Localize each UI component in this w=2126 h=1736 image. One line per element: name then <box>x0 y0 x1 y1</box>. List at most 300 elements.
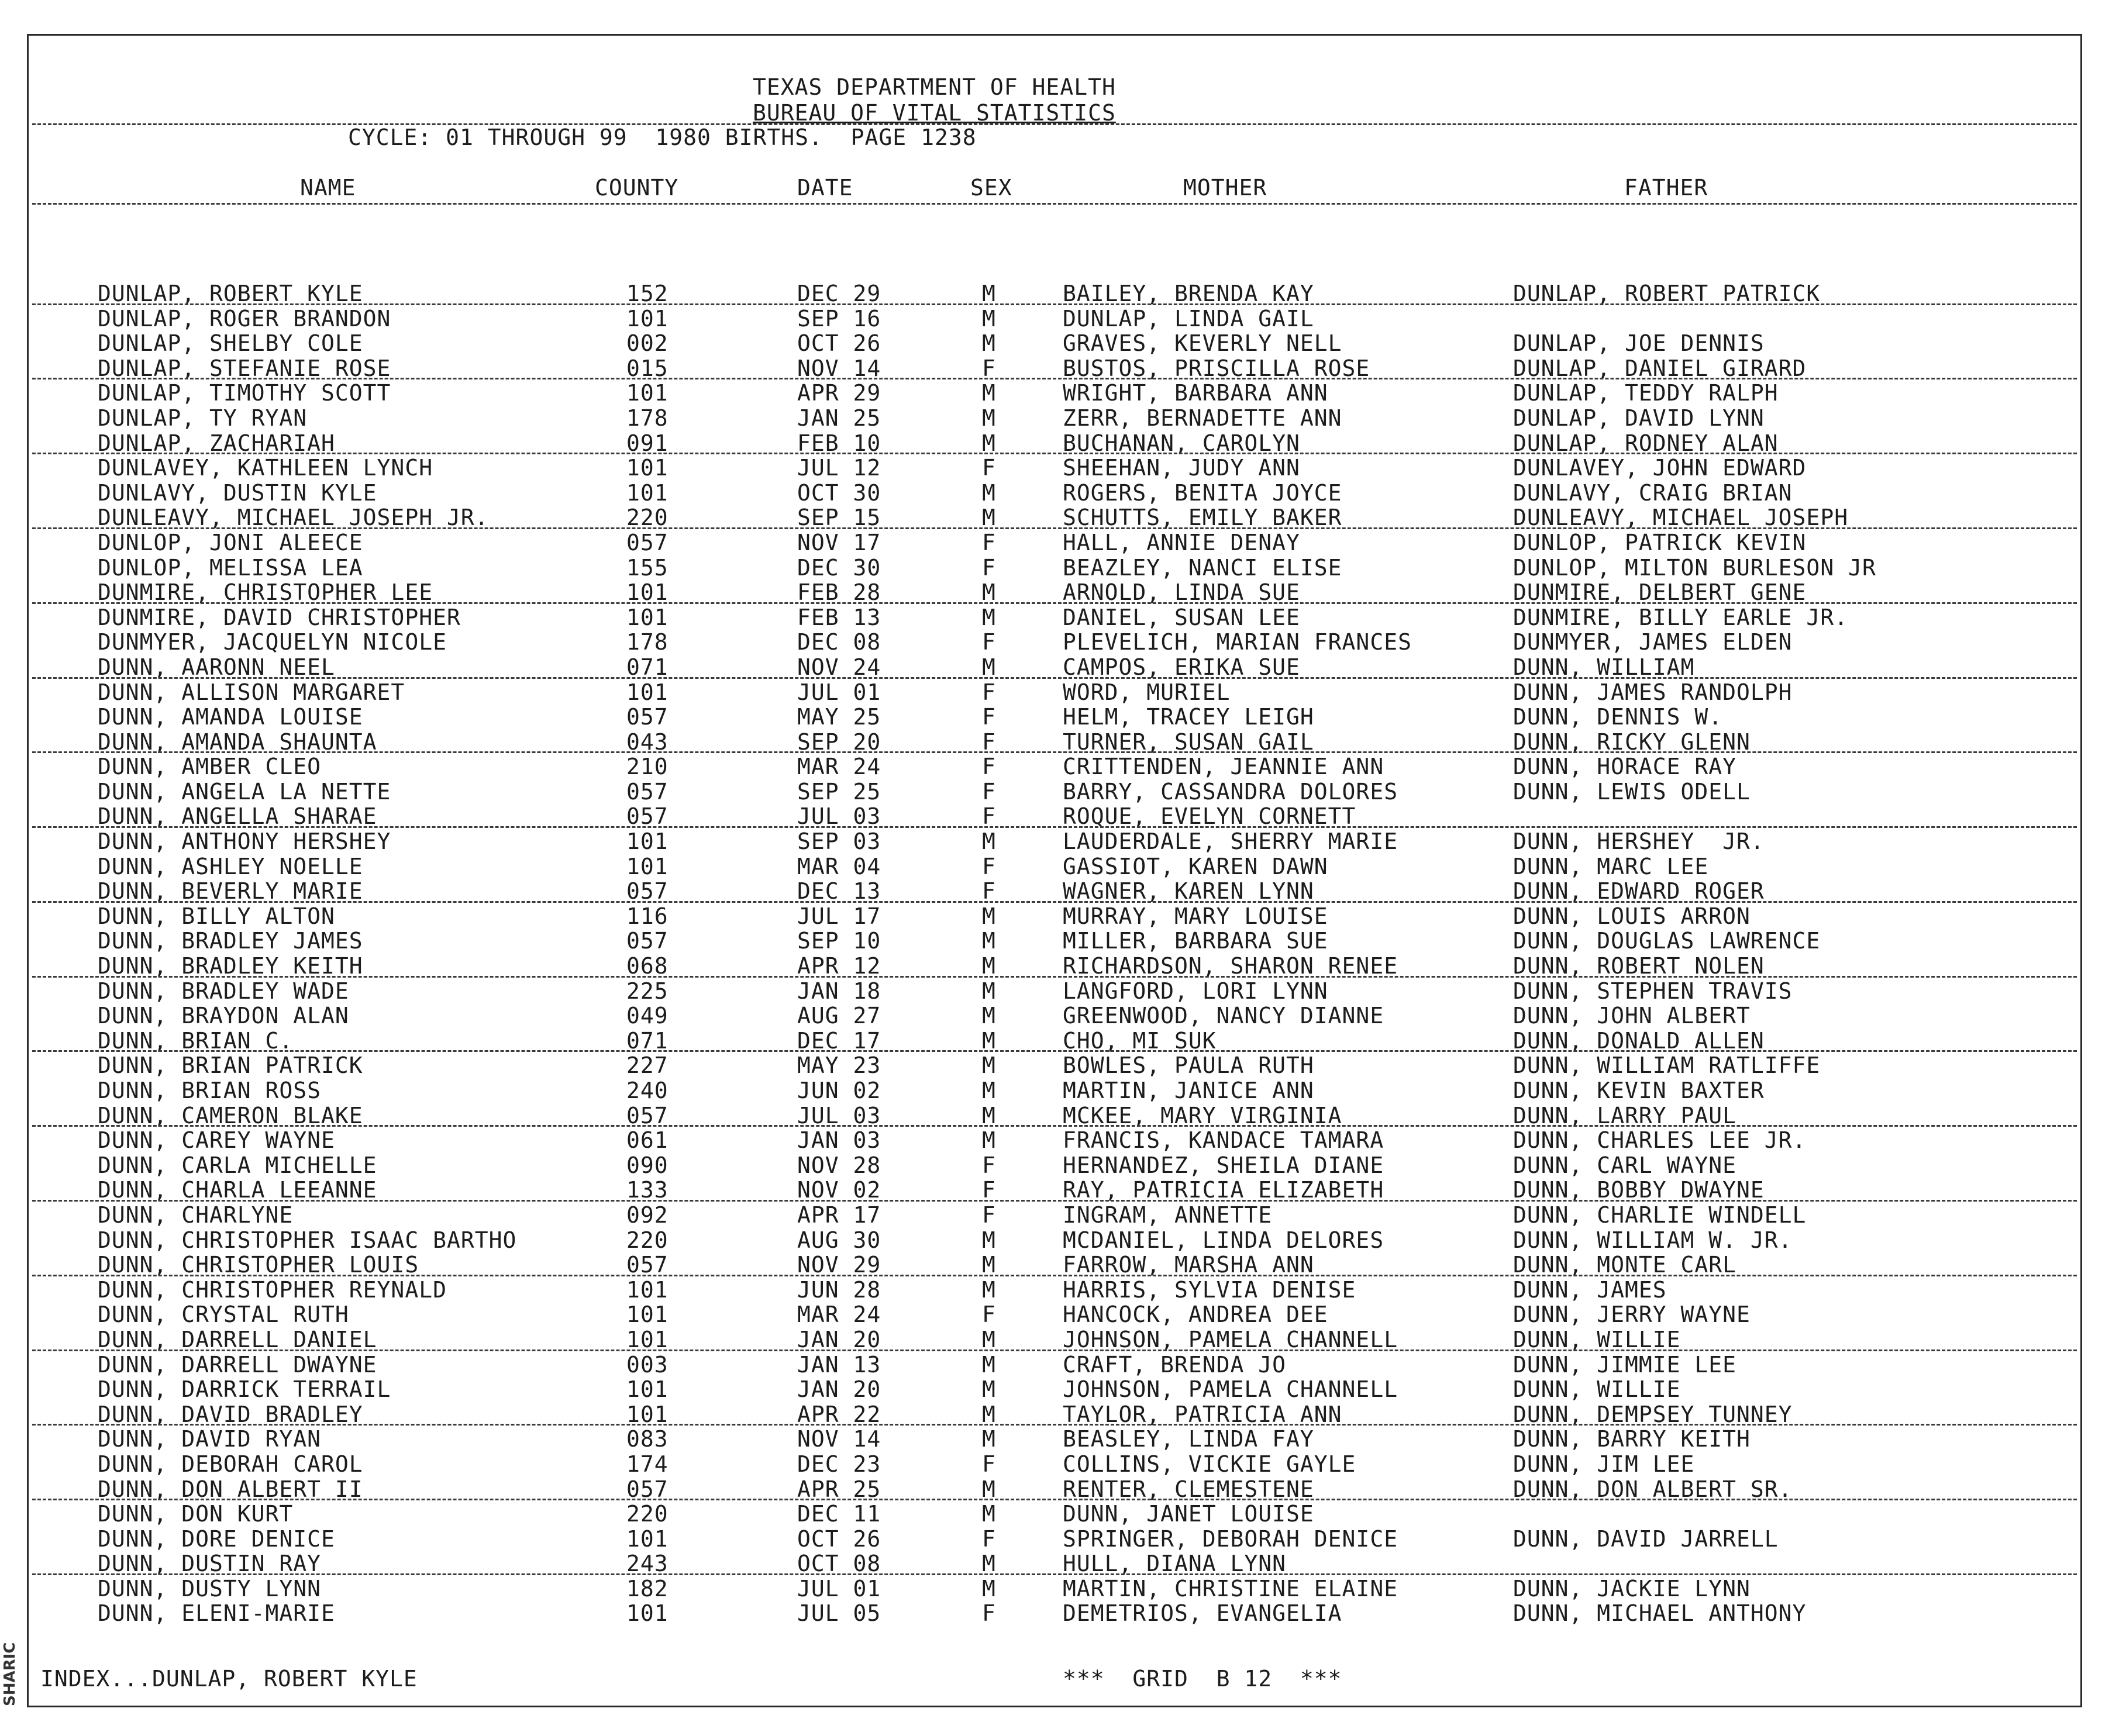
table-row <box>29 630 2080 655</box>
cell-date: JUL 03 <box>797 803 881 830</box>
cell-sex: F <box>982 754 996 780</box>
cell-name: DUNN, AARONN NEEL <box>98 654 335 680</box>
cell-father: DUNN, DAVID JARRELL <box>1513 1526 1779 1552</box>
cell-county: 101 <box>626 604 669 630</box>
cell-father: DUNN, DENNIS W. <box>1513 704 1723 730</box>
cell-sex: M <box>982 579 996 606</box>
table-row <box>29 879 2080 904</box>
cell-mother: INGRAM, ANNETTE <box>1063 1202 1273 1228</box>
cell-sex: M <box>982 479 996 506</box>
cell-mother: MURRAY, MARY LOUISE <box>1063 903 1328 929</box>
column-header-sex: SEX <box>970 175 1012 201</box>
cell-sex: F <box>982 1451 996 1477</box>
table-row <box>29 829 2080 854</box>
cell-name: DUNN, CRYSTAL RUTH <box>98 1302 349 1328</box>
cell-sex: M <box>982 1401 996 1427</box>
cell-county: 057 <box>626 1476 669 1502</box>
cell-county: 057 <box>626 928 669 954</box>
cell-sex: F <box>982 1177 996 1203</box>
table-row <box>29 331 2080 356</box>
cell-name: DUNMIRE, CHRISTOPHER LEE <box>98 579 433 606</box>
cell-sex: M <box>982 1252 996 1278</box>
cell-sex: M <box>982 1127 996 1154</box>
row-rule <box>32 901 2077 903</box>
table-row <box>29 431 2080 456</box>
cell-sex: F <box>982 778 996 805</box>
cell-father: DUNN, JAMES RANDOLPH <box>1513 679 1793 705</box>
cell-sex: F <box>982 853 996 879</box>
cell-county: 101 <box>626 479 669 506</box>
cell-father: DUNLAP, DAVID LYNN <box>1513 405 1765 431</box>
footer-index <box>40 1666 418 1692</box>
cell-county: 057 <box>626 778 669 805</box>
cell-date: NOV 02 <box>797 1177 881 1203</box>
cell-name: DUNN, DARRELL DWAYNE <box>98 1351 377 1378</box>
cell-mother: CHO, MI SUK <box>1063 1027 1217 1054</box>
cell-name: DUNLAP, TY RYAN <box>98 405 308 431</box>
cell-mother: ZERR, BERNADETTE ANN <box>1063 405 1342 431</box>
cell-father: DUNN, JERRY WAYNE <box>1513 1302 1751 1328</box>
cell-date: FEB 13 <box>797 604 881 630</box>
cell-county: 101 <box>626 579 669 606</box>
cell-father: DUNMIRE, BILLY EARLE JR. <box>1513 604 1849 630</box>
cell-mother: ROGERS, BENITA JOYCE <box>1063 479 1342 506</box>
cell-mother: GASSIOT, KAREN DAWN <box>1063 853 1328 879</box>
cell-county: 015 <box>626 355 669 381</box>
cell-name: DUNN, DAVID BRADLEY <box>98 1401 363 1427</box>
cell-date: JUL 03 <box>797 1102 881 1128</box>
cell-mother: HULL, DIANA LYNN <box>1063 1551 1287 1577</box>
column-header-date: DATE <box>797 175 853 201</box>
cell-father: DUNN, WILLIAM RATLIFFE <box>1513 1052 1821 1079</box>
footer-grid: *** GRID B 12 *** <box>1063 1666 1342 1692</box>
cell-father: DUNN, WILLIAM <box>1513 654 1695 680</box>
cell-date: NOV 24 <box>797 654 881 680</box>
cell-sex: M <box>982 330 996 357</box>
cell-sex: F <box>982 529 996 555</box>
row-rule <box>32 751 2077 753</box>
column-header-mother: MOTHER <box>1183 175 1267 201</box>
cell-sex: F <box>982 1600 996 1627</box>
cell-date: OCT 26 <box>797 1526 881 1552</box>
cell-sex: M <box>982 1078 996 1103</box>
cell-mother: COLLINS, VICKIE GAYLE <box>1063 1451 1356 1477</box>
cell-mother: RENTER, CLEMESTENE <box>1063 1476 1314 1502</box>
cell-county: 227 <box>626 1052 669 1079</box>
cell-date: JUL 12 <box>797 455 881 481</box>
cell-name: DUNN, CHRISTOPHER REYNALD <box>98 1276 447 1303</box>
cell-date: JAN 25 <box>797 405 881 431</box>
footer-index-name: DUNLAP, ROBERT KYLE <box>152 1666 418 1692</box>
table-row <box>29 455 2080 481</box>
cell-county: 061 <box>626 1127 669 1154</box>
cell-father: DUNN, LARRY PAUL <box>1513 1102 1737 1128</box>
cell-name: DUNN, BRIAN ROSS <box>98 1078 322 1103</box>
table-row <box>29 1576 2080 1602</box>
cell-county: 003 <box>626 1351 669 1378</box>
cell-mother: BUCHANAN, CAROLYN <box>1063 430 1300 456</box>
table-row <box>29 555 2080 581</box>
cell-father: DUNN, STEPHEN TRAVIS <box>1513 978 1793 1004</box>
cell-mother: HELM, TRACEY LEIGH <box>1063 704 1314 730</box>
cell-name: DUNMIRE, DAVID CHRISTOPHER <box>98 604 461 630</box>
table-row <box>29 1203 2080 1228</box>
table-row <box>29 1551 2080 1576</box>
cell-father: DUNLAVEY, JOHN EDWARD <box>1513 455 1807 481</box>
cell-date: APR 12 <box>797 953 881 979</box>
cell-mother: PLEVELICH, MARIAN FRANCES <box>1063 629 1412 655</box>
cell-county: 133 <box>626 1177 669 1203</box>
cell-sex: F <box>982 1526 996 1552</box>
row-rule <box>32 826 2077 828</box>
cell-sex: F <box>982 803 996 830</box>
cell-mother: LAUDERDALE, SHERRY MARIE <box>1063 829 1398 855</box>
cell-sex: M <box>982 903 996 929</box>
cell-sex: M <box>982 1052 996 1079</box>
table-row <box>29 779 2080 805</box>
cell-mother: TURNER, SUSAN GAIL <box>1063 729 1314 755</box>
cell-county: 049 <box>626 1003 669 1029</box>
table-row <box>29 754 2080 779</box>
cell-mother: BARRY, CASSANDRA DOLORES <box>1063 778 1398 805</box>
cell-name: DUNN, DAVID RYAN <box>98 1426 322 1452</box>
cell-county: 068 <box>626 953 669 979</box>
cell-sex: M <box>982 1476 996 1502</box>
cell-mother: GREENWOOD, NANCY DIANNE <box>1063 1003 1384 1029</box>
cell-date: JUL 01 <box>797 1575 881 1602</box>
cell-name: DUNN, AMBER CLEO <box>98 754 322 780</box>
cell-date: JAN 20 <box>797 1376 881 1403</box>
cell-county: 101 <box>626 1600 669 1627</box>
cell-sex: F <box>982 878 996 905</box>
cell-father: DUNN, CARL WAYNE <box>1513 1152 1737 1178</box>
cell-county: 220 <box>626 1227 669 1253</box>
cell-father: DUNLAP, ROBERT PATRICK <box>1513 281 1821 306</box>
cell-date: APR 17 <box>797 1202 881 1228</box>
cell-county: 043 <box>626 729 669 755</box>
cell-name: DUNN, ELENI-MARIE <box>98 1600 335 1627</box>
cell-sex: M <box>982 1276 996 1303</box>
cell-mother: BUSTOS, PRISCILLA ROSE <box>1063 355 1370 381</box>
cell-county: 220 <box>626 1501 669 1527</box>
cell-father: DUNN, LOUIS ARRON <box>1513 903 1751 929</box>
cell-date: DEC 13 <box>797 878 881 905</box>
table-row <box>29 281 2080 306</box>
cell-name: DUNN, AMANDA SHAUNTA <box>98 729 377 755</box>
cell-sex: F <box>982 729 996 755</box>
table-row <box>29 356 2080 381</box>
cell-father: DUNLAP, TEDDY RALPH <box>1513 380 1779 406</box>
cell-father: DUNN, MARC LEE <box>1513 853 1709 879</box>
header-line-2: BUREAU OF VITAL STATISTICS <box>753 100 1116 126</box>
cell-name: DUNN, CHARLYNE <box>98 1202 294 1228</box>
cell-date: DEC 30 <box>797 554 881 581</box>
table-row <box>29 1377 2080 1402</box>
cell-sex: M <box>982 1027 996 1054</box>
table-row <box>29 1302 2080 1327</box>
table-row <box>29 605 2080 630</box>
footer-index-label: INDEX... <box>40 1666 153 1692</box>
cell-county: 101 <box>626 1302 669 1328</box>
column-header-name: NAME <box>300 175 356 201</box>
cell-county: 071 <box>626 1027 669 1054</box>
cell-sex: F <box>982 1202 996 1228</box>
table-row <box>29 481 2080 506</box>
cell-mother: MARTIN, JANICE ANN <box>1063 1078 1314 1103</box>
table-row <box>29 1228 2080 1253</box>
cell-name: DUNN, BRADLEY WADE <box>98 978 349 1004</box>
row-rule <box>32 378 2077 379</box>
header-line-1: TEXAS DEPARTMENT OF HEALTH <box>753 74 1116 100</box>
cell-father: DUNLAP, RODNEY ALAN <box>1513 430 1779 456</box>
cell-father: DUNN, JAMES <box>1513 1276 1667 1303</box>
cell-mother: CAMPOS, ERIKA SUE <box>1063 654 1300 680</box>
table-row <box>29 1527 2080 1552</box>
cell-sex: F <box>982 1302 996 1328</box>
cell-county: 002 <box>626 330 669 357</box>
header-rule-1 <box>32 123 2077 125</box>
cell-name: DUNN, CAMERON BLAKE <box>98 1102 363 1128</box>
table-row <box>29 904 2080 929</box>
row-rule <box>32 1424 2077 1426</box>
row-rule <box>32 1350 2077 1351</box>
table-row <box>29 730 2080 755</box>
cell-name: DUNN, DON ALBERT II <box>98 1476 363 1502</box>
cycle-line <box>348 125 977 150</box>
cell-sex: M <box>982 505 996 531</box>
cell-mother: WRIGHT, BARBARA ANN <box>1063 380 1328 406</box>
table-row <box>29 954 2080 979</box>
cell-name: DUNN, BRADLEY JAMES <box>98 928 363 954</box>
table-row <box>29 1427 2080 1452</box>
cell-name: DUNN, BILLY ALTON <box>98 903 335 929</box>
cell-mother: SHEEHAN, JUDY ANN <box>1063 455 1300 481</box>
cell-name: DUNLOP, MELISSA LEA <box>98 554 363 581</box>
year-births: 1980 BIRTHS. <box>655 125 823 150</box>
cell-mother: CRITTENDEN, JEANNIE ANN <box>1063 754 1384 780</box>
table-row <box>29 1502 2080 1527</box>
cell-sex: M <box>982 1003 996 1029</box>
cell-date: NOV 14 <box>797 1426 881 1452</box>
cell-date: JAN 03 <box>797 1127 881 1154</box>
row-rule <box>32 1200 2077 1202</box>
birth-records-list <box>29 281 2080 1626</box>
cell-date: NOV 29 <box>797 1252 881 1278</box>
cell-date: AUG 30 <box>797 1227 881 1253</box>
cell-county: 091 <box>626 430 669 456</box>
cell-name: DUNN, BRIAN C. <box>98 1027 294 1054</box>
table-row <box>29 1352 2080 1378</box>
cell-date: OCT 26 <box>797 330 881 357</box>
table-row <box>29 1327 2080 1352</box>
cell-name: DUNN, CHARLA LEEANNE <box>98 1177 377 1203</box>
table-row <box>29 406 2080 431</box>
table-row <box>29 979 2080 1004</box>
cell-name: DUNLAP, SHELBY COLE <box>98 330 363 357</box>
cell-county: 101 <box>626 455 669 481</box>
page-number: 1238 <box>921 125 977 150</box>
cell-name: DUNN, ANTHONY HERSHEY <box>98 829 391 855</box>
index-sheet <box>27 34 2082 1707</box>
table-row <box>29 854 2080 879</box>
cell-county: 101 <box>626 853 669 879</box>
row-rule <box>32 303 2077 305</box>
side-label: SHARIC <box>1 1642 19 1706</box>
cell-name: DUNN, DUSTIN RAY <box>98 1551 322 1577</box>
cell-mother: RAY, PATRICIA ELIZABETH <box>1063 1177 1384 1203</box>
table-row <box>29 1103 2080 1128</box>
table-row <box>29 804 2080 829</box>
cell-county: 101 <box>626 380 669 406</box>
table-row <box>29 1477 2080 1502</box>
cell-mother: JOHNSON, PAMELA CHANNELL <box>1063 1376 1398 1403</box>
cell-father: DUNN, JOHN ALBERT <box>1513 1003 1751 1029</box>
cell-sex: M <box>982 305 996 332</box>
cell-name: DUNN, BRIAN PATRICK <box>98 1052 363 1079</box>
cell-sex: M <box>982 1426 996 1452</box>
cell-sex: F <box>982 679 996 705</box>
cell-county: 101 <box>626 1376 669 1403</box>
cell-mother: LANGFORD, LORI LYNN <box>1063 978 1328 1004</box>
cell-date: NOV 14 <box>797 355 881 381</box>
column-header-father: FATHER <box>1624 175 1708 201</box>
cell-father: DUNMIRE, DELBERT GENE <box>1513 579 1807 606</box>
table-row <box>29 1153 2080 1178</box>
cell-county: 057 <box>626 803 669 830</box>
cell-name: DUNLOP, JONI ALEECE <box>98 529 363 555</box>
cell-name: DUNLAP, ROBERT KYLE <box>98 281 363 306</box>
cell-name: DUNN, ASHLEY NOELLE <box>98 853 363 879</box>
cell-date: OCT 30 <box>797 479 881 506</box>
row-rule <box>32 1499 2077 1500</box>
cell-name: DUNN, BRADLEY KEITH <box>98 953 363 979</box>
cell-county: 210 <box>626 754 669 780</box>
cell-county: 090 <box>626 1152 669 1178</box>
cell-sex: M <box>982 978 996 1004</box>
cell-date: DEC 23 <box>797 1451 881 1477</box>
cell-mother: HARRIS, SYLVIA DENISE <box>1063 1276 1356 1303</box>
cell-date: OCT 08 <box>797 1551 881 1577</box>
cell-mother: BEAZLEY, NANCI ELISE <box>1063 554 1342 581</box>
table-row <box>29 505 2080 530</box>
cell-name: DUNN, DUSTY LYNN <box>98 1575 322 1602</box>
cell-father: DUNN, ROBERT NOLEN <box>1513 953 1765 979</box>
cell-county: 225 <box>626 978 669 1004</box>
cell-date: SEP 20 <box>797 729 881 755</box>
cell-mother: TAYLOR, PATRICIA ANN <box>1063 1401 1342 1427</box>
table-row <box>29 1029 2080 1054</box>
table-row <box>29 655 2080 680</box>
cell-name: DUNLAP, ROGER BRANDON <box>98 305 391 332</box>
cell-date: JAN 20 <box>797 1326 881 1352</box>
cell-mother: DUNN, JANET LOUISE <box>1063 1501 1314 1527</box>
cell-mother: FRANCIS, KANDACE TAMARA <box>1063 1127 1384 1154</box>
cell-date: APR 29 <box>797 380 881 406</box>
column-header-rule <box>32 203 2077 205</box>
cell-county: 101 <box>626 1526 669 1552</box>
cell-sex: M <box>982 953 996 979</box>
cell-date: MAY 23 <box>797 1052 881 1079</box>
cell-mother: HANCOCK, ANDREA DEE <box>1063 1302 1328 1328</box>
cell-county: 174 <box>626 1451 669 1477</box>
cell-date: SEP 03 <box>797 829 881 855</box>
cell-sex: M <box>982 405 996 431</box>
cell-mother: SPRINGER, DEBORAH DENICE <box>1063 1526 1398 1552</box>
table-row <box>29 929 2080 954</box>
cell-name: DUNLAVEY, KATHLEEN LYNCH <box>98 455 433 481</box>
cell-sex: F <box>982 629 996 655</box>
cell-father: DUNN, JACKIE LYNN <box>1513 1575 1751 1602</box>
cell-date: NOV 17 <box>797 529 881 555</box>
cell-name: DUNLAP, TIMOTHY SCOTT <box>98 380 391 406</box>
cell-mother: GRAVES, KEVERLY NELL <box>1063 330 1342 357</box>
cell-date: MAR 24 <box>797 1302 881 1328</box>
cell-mother: DEMETRIOS, EVANGELIA <box>1063 1600 1342 1627</box>
cell-name: DUNN, ANGELLA SHARAE <box>98 803 377 830</box>
cell-father: DUNN, DOUGLAS LAWRENCE <box>1513 928 1821 954</box>
cell-county: 240 <box>626 1078 669 1103</box>
cell-sex: M <box>982 1551 996 1577</box>
cell-father: DUNN, KEVIN BAXTER <box>1513 1078 1765 1103</box>
table-row <box>29 530 2080 555</box>
cell-date: JAN 13 <box>797 1351 881 1378</box>
cell-name: DUNN, CHRISTOPHER LOUIS <box>98 1252 419 1278</box>
cell-father: DUNN, DONALD ALLEN <box>1513 1027 1765 1054</box>
cell-date: JUN 02 <box>797 1078 881 1103</box>
cell-mother: WAGNER, KAREN LYNN <box>1063 878 1314 905</box>
cell-father: DUNN, WILLIAM W. JR. <box>1513 1227 1793 1253</box>
cell-date: MAR 24 <box>797 754 881 780</box>
cell-mother: CRAFT, BRENDA JO <box>1063 1351 1287 1378</box>
cell-date: MAR 04 <box>797 853 881 879</box>
cell-county: 152 <box>626 281 669 306</box>
cell-date: SEP 15 <box>797 505 881 531</box>
cell-sex: M <box>982 1376 996 1403</box>
table-row <box>29 381 2080 406</box>
cell-name: DUNLAP, STEFANIE ROSE <box>98 355 391 381</box>
cell-date: APR 22 <box>797 1401 881 1427</box>
cell-father: DUNN, JIM LEE <box>1513 1451 1695 1477</box>
table-row <box>29 1252 2080 1278</box>
cell-father: DUNLAVY, CRAIG BRIAN <box>1513 479 1793 506</box>
row-rule <box>32 1573 2077 1575</box>
table-row <box>29 1178 2080 1203</box>
table-row <box>29 1128 2080 1153</box>
cell-county: 101 <box>626 1326 669 1352</box>
row-rule <box>32 602 2077 604</box>
cell-father: DUNN, HORACE RAY <box>1513 754 1737 780</box>
cell-date: MAY 25 <box>797 704 881 730</box>
cell-county: 116 <box>626 903 669 929</box>
cell-mother: DUNLAP, LINDA GAIL <box>1063 305 1314 332</box>
cell-mother: FARROW, MARSHA ANN <box>1063 1252 1314 1278</box>
cell-name: DUNN, AMANDA LOUISE <box>98 704 363 730</box>
cell-mother: HERNANDEZ, SHEILA DIANE <box>1063 1152 1384 1178</box>
cell-name: DUNLAVY, DUSTIN KYLE <box>98 479 377 506</box>
cell-date: FEB 28 <box>797 579 881 606</box>
cell-father: DUNN, MICHAEL ANTHONY <box>1513 1600 1807 1627</box>
cell-name: DUNN, CAREY WAYNE <box>98 1127 335 1154</box>
cell-mother: BEASLEY, LINDA FAY <box>1063 1426 1314 1452</box>
cell-date: JUL 01 <box>797 679 881 705</box>
cell-father: DUNLOP, MILTON BURLESON JR <box>1513 554 1876 581</box>
table-row <box>29 1601 2080 1626</box>
cell-mother: RICHARDSON, SHARON RENEE <box>1063 953 1398 979</box>
cell-father: DUNN, DON ALBERT SR. <box>1513 1476 1793 1502</box>
cell-county: 243 <box>626 1551 669 1577</box>
cell-name: DUNN, DEBORAH CAROL <box>98 1451 363 1477</box>
cell-mother: MARTIN, CHRISTINE ELAINE <box>1063 1575 1398 1602</box>
